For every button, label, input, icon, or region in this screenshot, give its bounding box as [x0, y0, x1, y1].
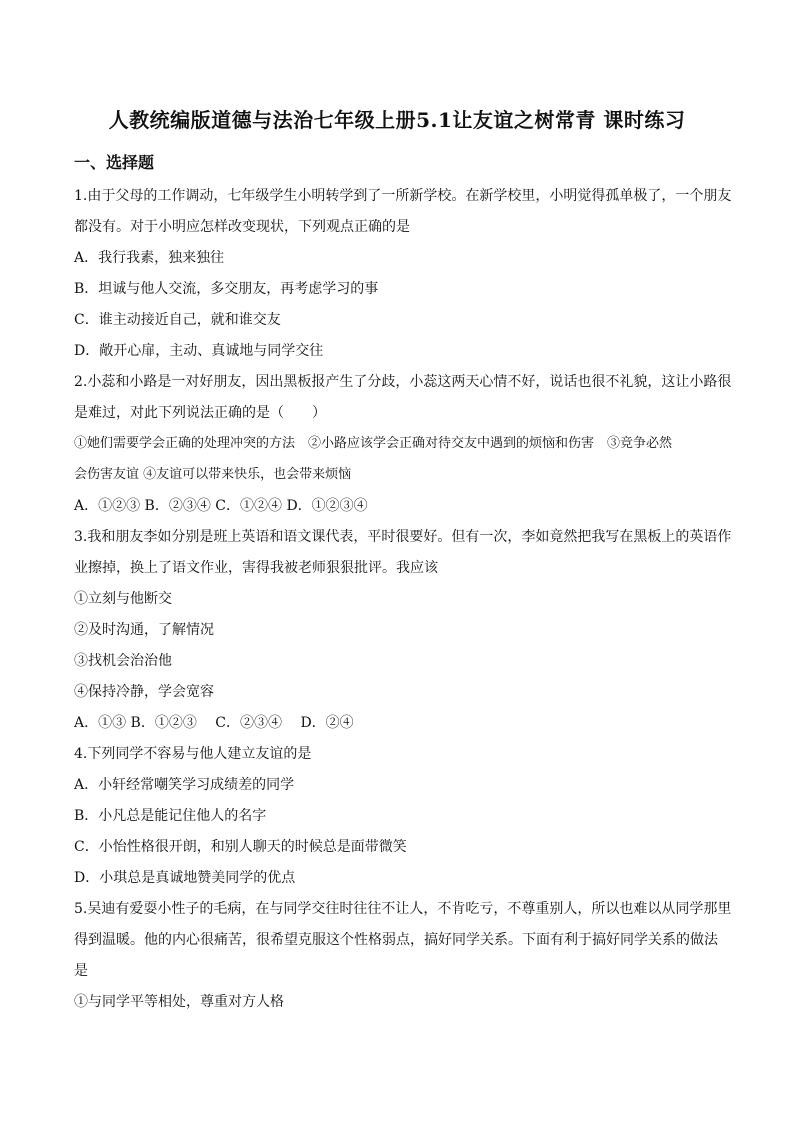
option-line: B．坦诚与他人交流，多交朋友，再考虑学习的事 [74, 281, 379, 297]
text-line: 业擦掉，换上了语文作业，害得我被老师狠狠批评。我应该 [74, 560, 438, 576]
statement-line: ①立刻与他断交 [74, 591, 172, 607]
statement-line: 会伤害友谊 ④友谊可以带来快乐，也会带来烦恼 [74, 467, 352, 482]
option-line: A．我行我素，独来独往 [74, 250, 225, 266]
option-line: A．小轩经常嘲笑学习成绩差的同学 [74, 777, 295, 793]
text-line: 5.吴迪有爱耍小性子的毛病，在与同学交往时往往不让人，不肯吃亏，不尊重别人，所以也难以从同学那里 [74, 901, 732, 917]
document-title: 人教统编版道德与法治七年级上册5.1让友谊之树常青 课时练习 [108, 108, 686, 132]
option-line: C．小怡性格很开朗，和别人聊天的时候总是面带微笑 [74, 839, 407, 855]
text-line: 2.小蕊和小路是一对好朋友，因出黑板报产生了分歧，小蕊这两天心情不好，说话也很不礼貌，这让小路很 [74, 374, 732, 390]
section-heading: 一、选择题 [74, 153, 155, 172]
option-line: A．①②③ B．②③④ C．①②④ D．①②③④ [74, 498, 368, 514]
option-line: D．敞开心扉，主动、真诚地与同学交往 [74, 343, 324, 359]
text-line: 是难过，对此下列说法正确的是（ ） [74, 405, 326, 421]
option-line: C．谁主动接近自己，就和谁交友 [74, 312, 281, 328]
statement-line: ②及时沟通，了解情况 [74, 622, 214, 638]
statement-line: ③找机会治治他 [74, 653, 172, 669]
text-line: 都没有。对于小明应怎样改变现状，下列观点正确的是 [74, 219, 410, 235]
option-line: A．①③ B．①②③ C．②③④ D．②④ [74, 715, 354, 731]
statement-line: ①她们需要学会正确的处理冲突的方法 ②小路应该学会正确对待交友中遇到的烦恼和伤害 ③竞争必然 [74, 436, 673, 451]
text-line: 是 [74, 963, 88, 979]
option-line: D．小琪总是真诚地赞美同学的优点 [74, 870, 296, 886]
question-body [74, 184, 732, 1021]
text-line: 得到温暖。他的内心很痛苦，很希望克服这个性格弱点，搞好同学关系。下面有利于搞好同学关系的做法 [74, 932, 718, 948]
text-line: 4.下列同学不容易与他人建立友谊的是 [74, 746, 312, 762]
statement-line: ④保持冷静，学会宽容 [74, 684, 214, 700]
text-line: 1.由于父母的工作调动，七年级学生小明转学到了一所新学校。在新学校里，小明觉得孤单极了，一个朋友 [74, 188, 732, 204]
statement-line: ①与同学平等相处，尊重对方人格 [74, 994, 284, 1010]
text-line: 3.我和朋友李如分别是班上英语和语文课代表，平时很要好。但有一次，李如竟然把我写在黑板上的英语作 [74, 529, 732, 545]
option-line: B．小凡总是能记住他人的名字 [74, 808, 267, 824]
